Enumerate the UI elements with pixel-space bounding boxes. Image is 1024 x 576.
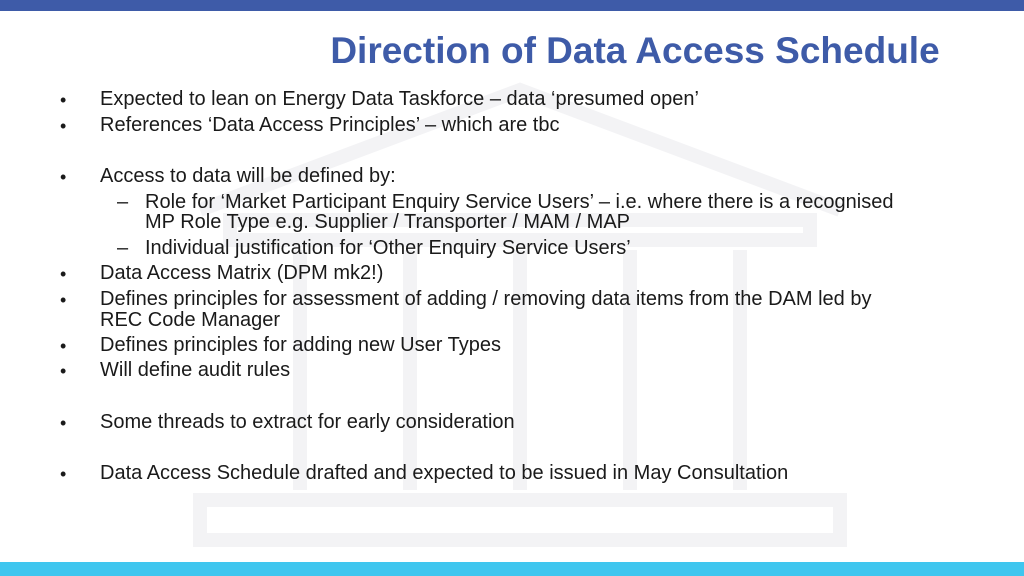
bullet-marker: • xyxy=(60,264,67,284)
bullet-marker: • xyxy=(60,336,67,356)
bullet-marker: • xyxy=(60,361,67,381)
list-item: References ‘Data Access Principles’ – which are tbc xyxy=(100,114,560,136)
list-item: Expected to lean on Energy Data Taskforce – data ‘presumed open’ xyxy=(100,88,699,110)
bullet-marker: • xyxy=(60,167,67,187)
page-title: Direction of Data Access Schedule xyxy=(330,30,940,71)
bottom-accent-bar xyxy=(0,562,1024,576)
list-item: Defines principles for assessment of adding / removing data items from the DAM led by xyxy=(100,288,872,310)
sub-bullet-marker: – xyxy=(117,191,129,213)
sub-list-item-continuation: MP Role Type e.g. Supplier / Transporter / MAM / MAP xyxy=(145,211,631,233)
sub-list-item: Role for ‘Market Participant Enquiry Service Users’ – i.e. where there is a recognised xyxy=(145,191,894,213)
bullet-marker: • xyxy=(60,413,67,433)
sub-list-item: Individual justification for ‘Other Enquiry Service Users’ xyxy=(145,237,631,259)
bullet-marker: • xyxy=(60,116,67,136)
list-item: Defines principles for adding new User Types xyxy=(100,334,501,356)
list-item: Will define audit rules xyxy=(100,359,291,381)
bullet-marker: • xyxy=(60,290,67,310)
list-item-continuation: REC Code Manager xyxy=(100,309,281,331)
list-item: Access to data will be defined by: xyxy=(100,165,396,187)
bullet-marker: • xyxy=(60,90,67,110)
sub-bullet-marker: – xyxy=(117,237,129,259)
list-item: Data Access Schedule drafted and expected to be issued in May Consultation xyxy=(100,462,789,484)
bullet-marker: • xyxy=(60,464,67,484)
list-item: Data Access Matrix (DPM mk2!) xyxy=(100,262,384,284)
list-item: Some threads to extract for early consideration xyxy=(100,411,515,433)
